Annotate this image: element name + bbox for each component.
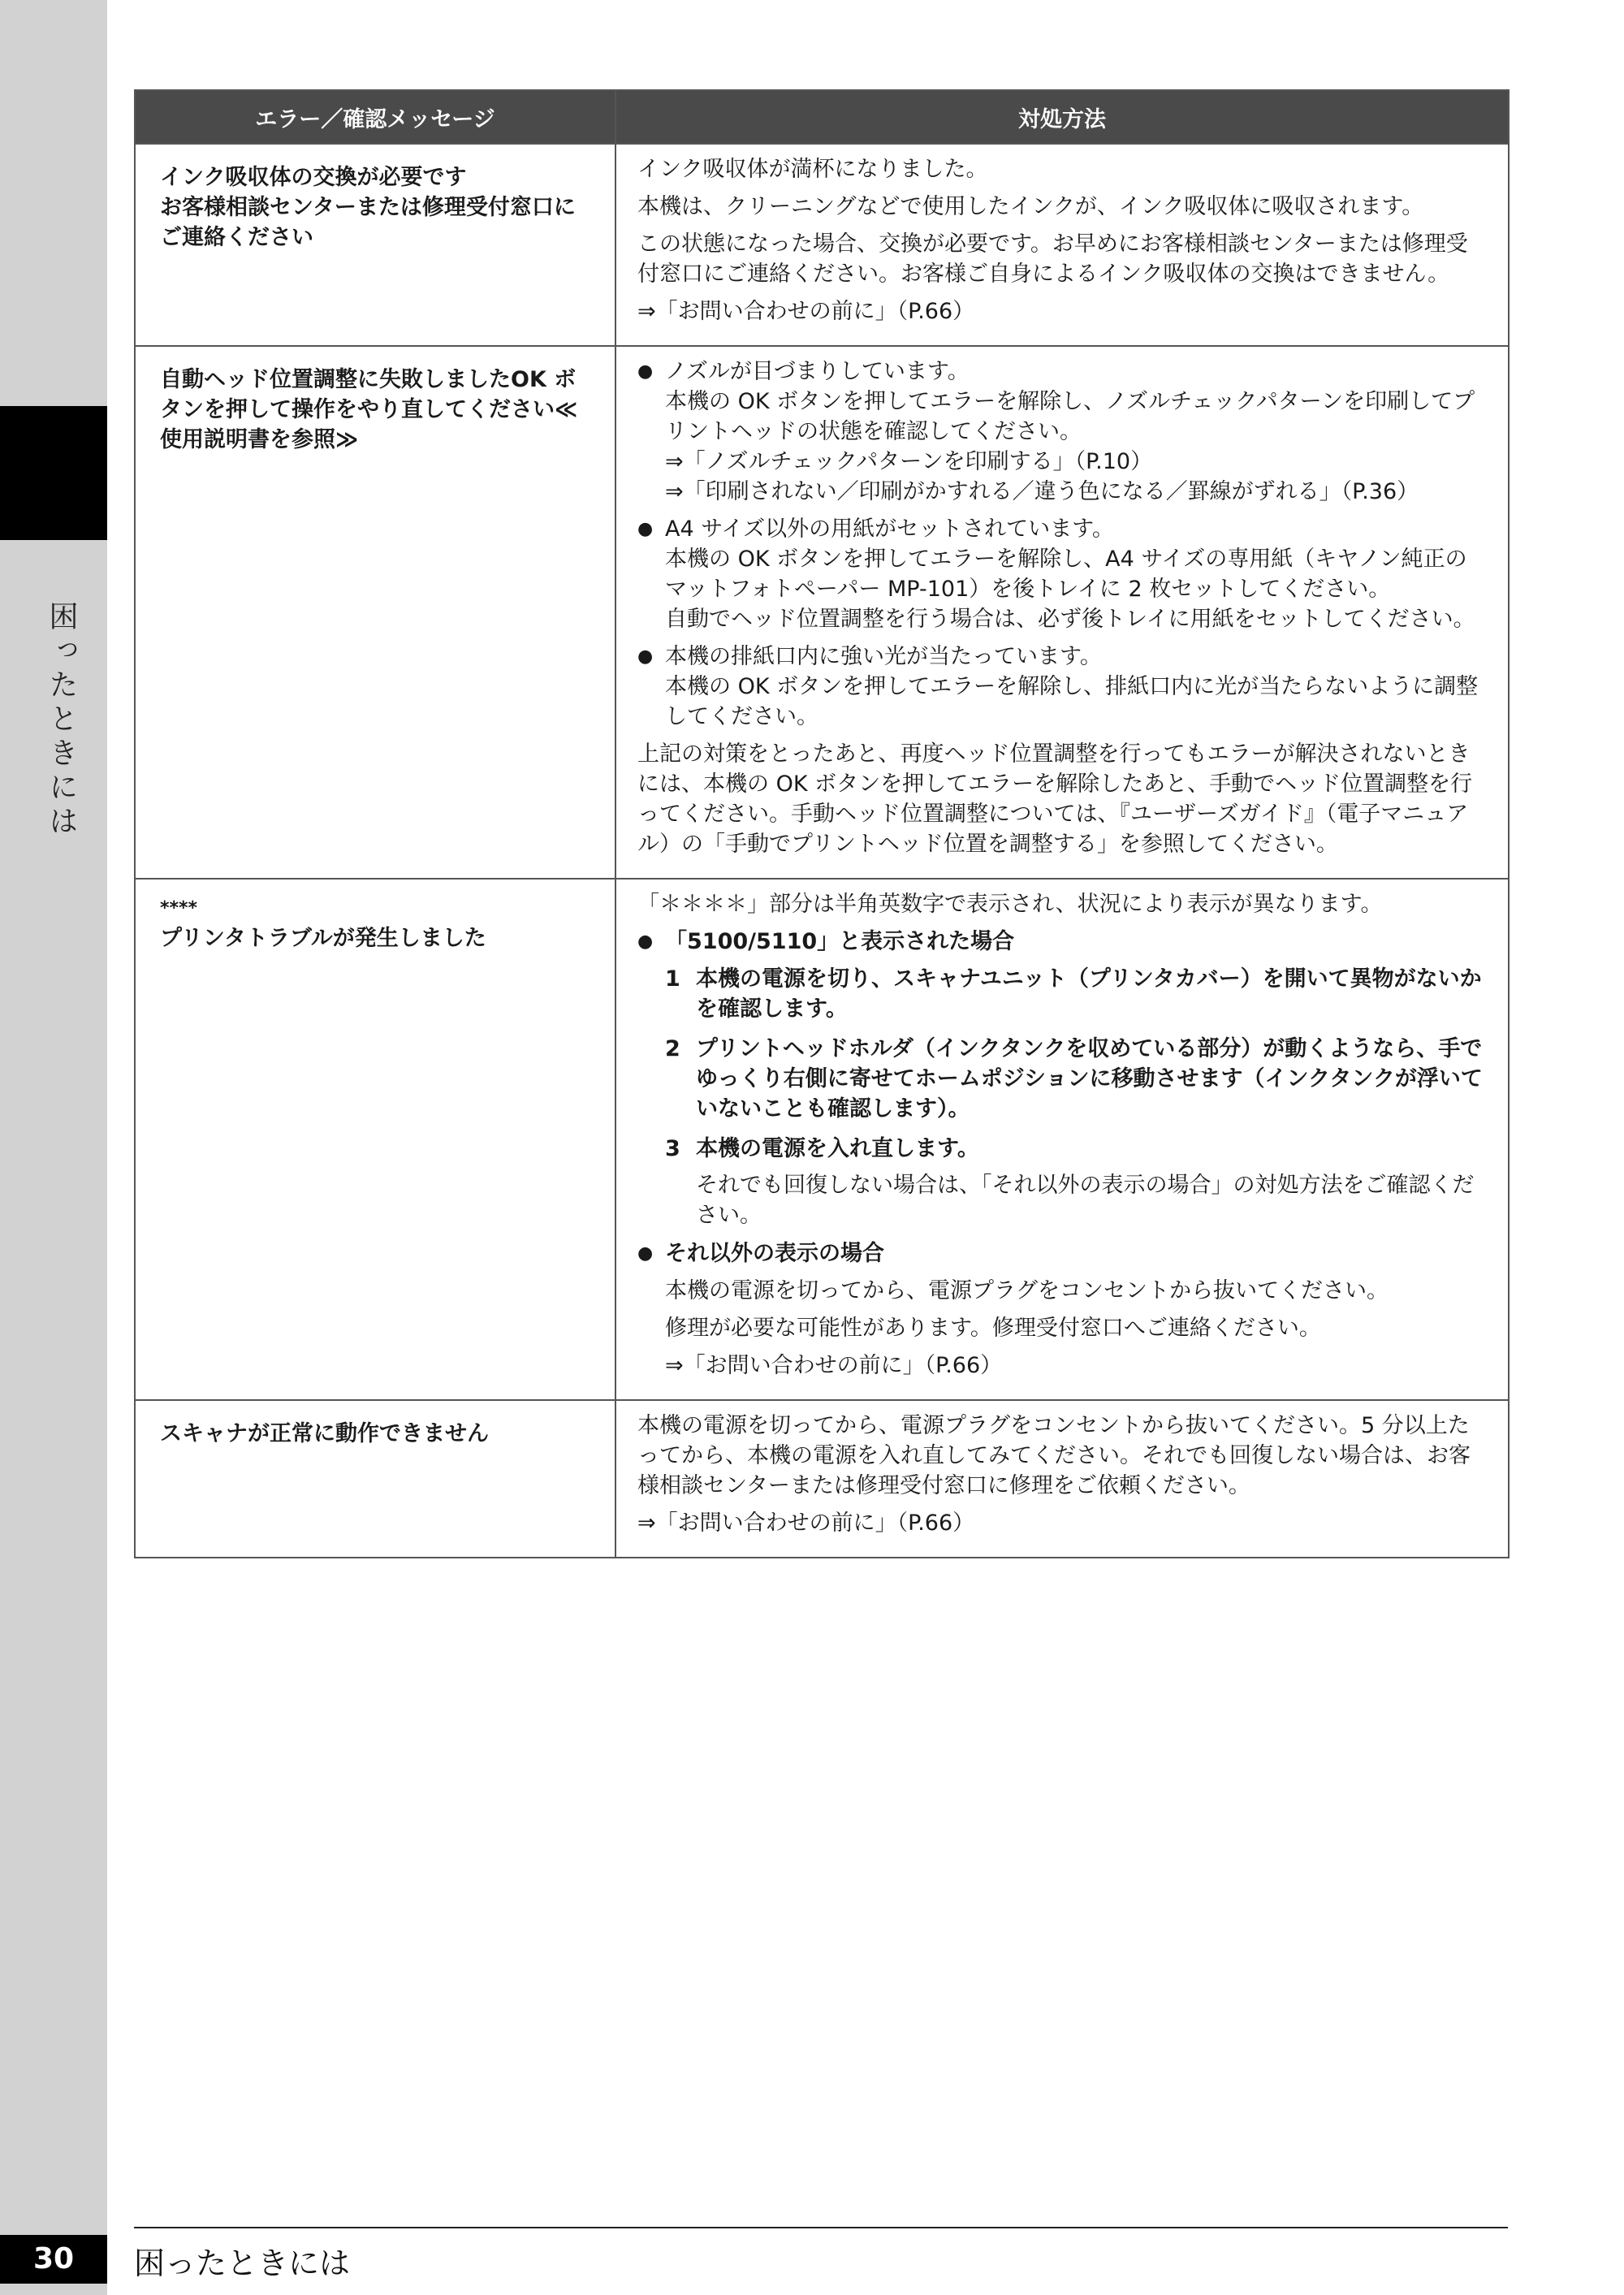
case-heading: ● それ以外の表示の場合 — [637, 1238, 1484, 1269]
bullet-heading: A4 サイズ以外の用紙がセットされています。 — [665, 516, 1114, 542]
solution-cell — [615, 144, 1509, 346]
step-number: 2 — [665, 1036, 680, 1061]
bullet-dot-icon: ● — [637, 519, 654, 539]
footer-rule — [134, 2227, 1508, 2228]
error-message-cell — [135, 1400, 615, 1558]
reference-link: ⇒「お問い合わせの前に」（P.66） — [637, 299, 975, 324]
bullet-text: 自動でヘッド位置調整を行う場合は、必ず後トレイに用紙をセットしてください。 — [665, 607, 1475, 632]
solution-cell — [615, 346, 1509, 879]
error-message-line: インク吸収体の交換が必要です — [160, 165, 467, 190]
step-number: 3 — [665, 1136, 680, 1161]
table-row — [135, 1400, 1509, 1558]
table-header-row — [135, 90, 1509, 144]
solution-text: 本機の電源を切ってから、電源プラグをコンセントから抜いてください。5 分以上たってから、本機の電源を入れ直してみてください。それでも回復しない場合は、お客様相談センターまたは修理受付窓口に修理をご依頼ください。 — [637, 1413, 1471, 1498]
bullet-dot-icon: ● — [637, 931, 654, 952]
error-message-cell — [135, 144, 615, 346]
bullet-dot-icon: ● — [637, 361, 654, 382]
header-error-message: エラー／確認メッセージ — [135, 90, 615, 144]
error-code-placeholder: **** — [160, 898, 198, 918]
header-solution: 対処方法 — [615, 90, 1509, 144]
bullet-item — [637, 357, 1484, 507]
bullet-text: 本機の OK ボタンを押してエラーを解除し、A4 サイズの専用紙（キヤノン純正のマットフォトペーパー MP-101）を後トレイに 2 枚セットしてください。 — [665, 547, 1467, 602]
step-list — [637, 964, 1484, 1164]
step-text: 本機の電源を入れ直します。 — [696, 1136, 979, 1161]
case-heading: ● 「5100/5110」と表示された場合 — [637, 927, 1484, 957]
error-message-text: プリンタトラブルが発生しました — [160, 926, 486, 951]
bullet-item — [637, 642, 1484, 732]
solution-cell — [615, 879, 1509, 1400]
footer-section-title: 困ったときには — [134, 2245, 351, 2281]
bullet-text: 本機の OK ボタンを押してエラーを解除し、排紙口内に光が当たらないように調整してください。 — [665, 674, 1479, 729]
solution-text: 修理が必要な可能性があります。修理受付窓口へご連絡ください。 — [665, 1316, 1321, 1341]
solution-text: 本機の電源を切ってから、電源プラグをコンセントから抜いてください。 — [665, 1278, 1389, 1303]
bullet-heading: 本機の排紙口内に強い光が当たっています。 — [665, 644, 1102, 669]
solution-intro: 「＊＊＊＊」部分は半角英数字で表示され、状況により表示が異なります。 — [637, 892, 1383, 917]
solution-cell — [615, 1400, 1509, 1558]
step-note: それでも回復しない場合は、「それ以外の表示の場合」の対処方法をご確認ください。 — [696, 1173, 1475, 1228]
bullet-text: 本機の OK ボタンを押してエラーを解除し、ノズルチェックパターンを印刷してプリントヘッドの状態を確認してください。 — [665, 389, 1475, 444]
reference-link: ⇒「ノズルチェックパターンを印刷する」（P.10） — [665, 449, 1153, 474]
reference-link: ⇒「印刷されない／印刷がかすれる／違う色になる／罫線がずれる」（P.36） — [665, 479, 1419, 504]
error-message-text: スキャナが正常に動作できません — [160, 1421, 489, 1446]
chapter-tab-marker — [0, 406, 107, 540]
error-message-cell — [135, 879, 615, 1400]
step-item — [665, 1134, 1484, 1164]
page-number: 30 — [0, 2235, 107, 2284]
step-item — [665, 1034, 1484, 1124]
table-row — [135, 144, 1509, 346]
bullet-heading: ノズルが目づまりしています。 — [665, 359, 970, 384]
step-item — [665, 964, 1484, 1024]
table-row — [135, 346, 1509, 879]
solution-text: インク吸収体が満杯になりました。 — [637, 157, 988, 182]
reference-link: ⇒「お問い合わせの前に」（P.66） — [665, 1353, 1003, 1378]
step-text: 本機の電源を切り、スキャナユニット（プリンタカバー）を開いて異物がないかを確認します。 — [696, 966, 1482, 1022]
error-message-text: 自動ヘッド位置調整に失敗しましたOK ボタンを押して操作をやり直してください≪使用説明書を参照≫ — [160, 367, 578, 452]
reference-link: ⇒「お問い合わせの前に」（P.66） — [637, 1511, 975, 1536]
bullet-dot-icon: ● — [637, 646, 654, 667]
error-message-line: お客様相談センターまたは修理受付窓口にご連絡ください — [160, 195, 576, 250]
step-number: 1 — [665, 966, 680, 992]
side-band — [0, 0, 107, 2295]
step-text: プリントヘッドホルダ（インクタンクを収めている部分）が動くようなら、手でゆっくり右側に寄せてホームポジションに移動させます（インクタンクが浮いていないことも確認します）。 — [696, 1036, 1483, 1122]
bullet-dot-icon: ● — [637, 1243, 654, 1264]
solution-text: この状態になった場合、交換が必要です。お早めにお客様相談センターまたは修理受付窓口にご連絡ください。お客様ご自身によるインク吸収体の交換はできません。 — [637, 231, 1468, 287]
bullet-item — [637, 514, 1484, 634]
table-row — [135, 879, 1509, 1400]
chapter-side-label: 困ったときには — [45, 601, 78, 840]
solution-text: 本機は、クリーニングなどで使用したインクが、インク吸収体に吸収されます。 — [637, 194, 1424, 219]
solution-note: 上記の対策をとったあと、再度ヘッド位置調整を行ってもエラーが解決されないときには、本機の OK ボタンを押してエラーを解除したあと、手動でヘッド位置調整を行ってください。手動ヘッド位置調整については、『ユーザーズガイド』（電子マニュアル）の「手動でプリントヘッド位置を調整する」を参照してください。 — [637, 741, 1473, 857]
error-message-table — [134, 89, 1510, 1558]
error-message-cell — [135, 346, 615, 879]
